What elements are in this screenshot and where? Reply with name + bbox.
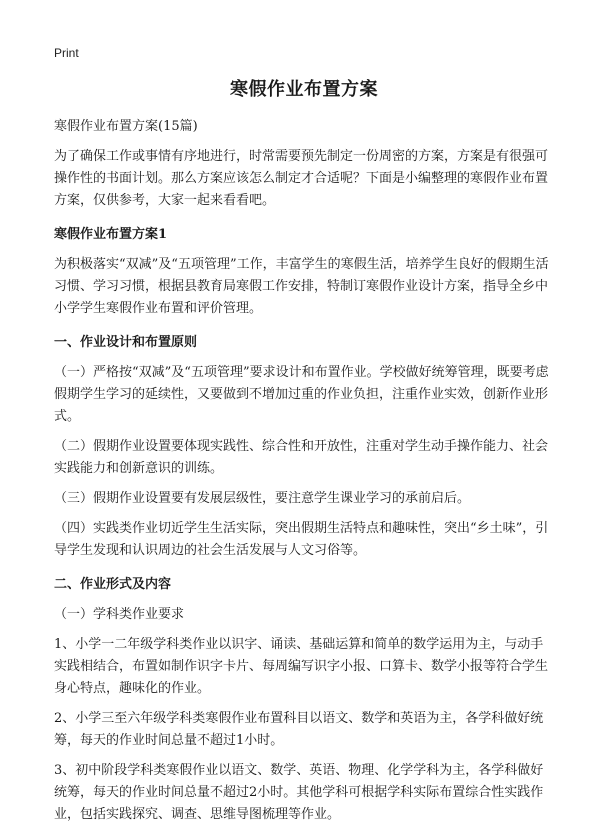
document-title: 寒假作业布置方案	[230, 79, 378, 100]
intro-paragraph: 为了确保工作或事情有序地进行，时常需要预先制定一份周密的方案，方案是有很强可操作性的书面计划。那么方案应该怎么制定才合适呢？下面是小编整理的寒假作业布置方案，仅供参考，大家一起来看看吧。	[54, 149, 549, 208]
section-title: 寒假作业布置方案1	[54, 227, 168, 242]
requirement-item: 3、初中阶段学科类寒假作业以语文、数学、英语、物理、化学学科为主，各学科做好统筹，每天的作业时间总量不超过2小时。其他学科可根据学科实际布置综合性实践作业，包括实践探究、调查、思维导图梳理等作业。	[54, 763, 544, 822]
part-heading-forms: 二、作业形式及内容	[54, 577, 172, 592]
requirement-item: 1、小学一二年级学科类作业以识字、诵读、基础运算和简单的数学运用为主，与动手实践相结合，布置如制作识字卡片、每周编写识字小报、口算卡、数学小报等符合学生身心特点，趣味化的作业。	[54, 637, 549, 696]
document-subtitle: 寒假作业布置方案(15篇)	[54, 119, 198, 134]
requirement-item: 2、小学三至六年级学科类寒假作业布置科目以语文、数学和英语为主，各学科做好统筹，每天的作业时间总量不超过1小时。	[54, 711, 544, 748]
principle-item: （三）假期作业设置要有发展层级性，要注意学生课业学习的承前启后。	[54, 491, 471, 506]
print-link[interactable]: Print	[54, 46, 79, 60]
principle-item: （二）假期作业设置要体现实践性、综合性和开放性，注重对学生动手操作能力、社会实践能力和创新意识的训练。	[54, 439, 549, 476]
principle-item: （四）实践类作业切近学生生活实际，突出假期生活特点和趣味性，突出“乡土味”，引导学生发现和认识周边的社会生活发展与人文习俗等。	[54, 521, 549, 558]
section-intro-paragraph: 为积极落实“双减”及“五项管理”工作，丰富学生的寒假生活，培养学生良好的假期生活习惯、学习习惯，根据县教育局寒假工作安排，特制订寒假作业设计方案，指导全乡中小学学生寒假作业布置和评价管理。	[54, 257, 549, 316]
subject-requirements-subheading: （一）学科类作业要求	[54, 607, 185, 622]
part-heading-principles: 一、作业设计和布置原则	[54, 335, 198, 350]
principle-item: （一）严格按“双减”及“五项管理”要求设计和布置作业。学校做好统筹管理，既要考虑假期学生学习的延续性，又要做到不增加过重的作业负担，注重作业实效，创新作业形式。	[54, 365, 549, 424]
